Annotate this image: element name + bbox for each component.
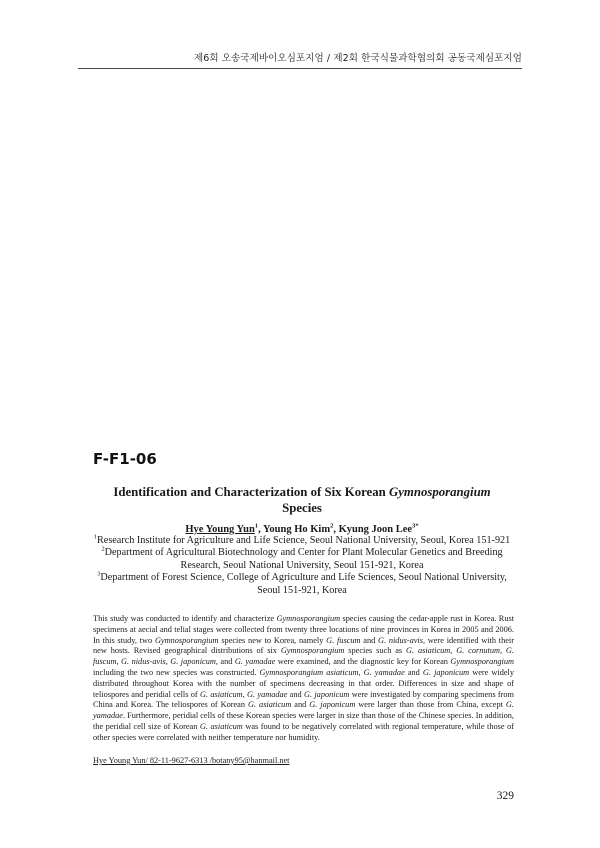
abstract-text-run: This study was conducted to identify and characterize xyxy=(93,614,277,623)
abstract-text-run: and xyxy=(360,635,379,645)
abstract-italic-term: G. nidus-avis xyxy=(378,635,423,645)
abstract-italic-term: G. yamadae xyxy=(93,700,514,721)
title-text: Identification and Characterization of Six Korean xyxy=(113,485,389,499)
abstract-italic-term: G. japonicum xyxy=(303,689,350,699)
abstract-italic-term: G. asiaticum xyxy=(248,700,292,710)
page-number: 329 xyxy=(496,790,514,802)
contact-line: Hye Young Yun/ 82-11-9627-6313 /botany95@hanmail.net xyxy=(93,756,290,765)
affiliation-text: Department of Agricultural Biotechnology and Center for Plant Molecular Genetics and Breeding Research, Seoul National University, Seoul 151-921, Korea xyxy=(104,547,503,571)
abstract-paragraph xyxy=(93,614,514,744)
abstract-text-run: , were identified with their new hosts. Revised geographical distributions of six xyxy=(93,635,514,656)
affiliation-list xyxy=(93,535,511,597)
abstract-text-run: species such as xyxy=(344,646,407,656)
abstract-italic-term: Gymnosporangium xyxy=(276,614,341,623)
abstract-text-run: species new to Korea, namely xyxy=(218,635,327,645)
abstract-text-run: including the two new species was constructed. xyxy=(93,667,260,677)
paper-title xyxy=(93,484,511,516)
author-sup: 2 xyxy=(330,522,334,530)
abstract-italic-term: G. asiaticum, G. cornutum, G. fuscum, G. nidus-avis, G. japonicum, xyxy=(93,646,514,667)
abstract-italic-term: G. asiaticum xyxy=(199,721,243,731)
affiliation-text: Research Institute for Agriculture and Life Science, Seoul National University, Seoul, Korea 151-921 xyxy=(97,535,511,546)
abstract-text-run: were investigated by comparing specimens from China and Korea. The teliospores of Korean xyxy=(93,689,514,710)
abstract-text-run: species causing the cedar-apple rust in Korea. Rust specimens at aecial and telial stages were collected from twenty three locations of nine provinces in Korea in 2005 and 2006. In this study, two xyxy=(93,614,514,645)
author-sup: 1 xyxy=(254,522,259,530)
abstract-italic-term: Gymnosporangium xyxy=(450,657,514,667)
author-separator: , xyxy=(258,524,263,535)
abstract-italic-term: G. yamadae xyxy=(234,657,276,667)
abstract-italic-term: Gymnosporangium xyxy=(280,646,345,656)
abstract-italic-term: G. japonicum xyxy=(309,700,356,710)
abstract-text-run: were widely distributed throughout Korea with the number of specimens decreasing in that order. Differences in size and shape of teliospores and peridial cells of xyxy=(93,667,514,699)
abstract-code: F-F1-06 xyxy=(93,450,157,468)
abstract-italic-term: Gymnosporangium asiaticum, G. yamadae xyxy=(259,667,405,677)
abstract-text-run: and xyxy=(404,667,423,677)
title-text-end: Species xyxy=(282,501,322,515)
author-separator: , xyxy=(333,524,339,535)
abstract-body xyxy=(93,614,514,744)
abstract-italic-term: G. asiaticum, G. yamadae xyxy=(199,689,288,699)
affiliation-sup: 2 xyxy=(101,546,105,554)
abstract-italic-term: Gymnosporangium xyxy=(154,635,219,645)
abstract-text-run: was found to be negatively correlated with regional temperature, while those of other species were correlated with neither temperature nor humidity. xyxy=(93,721,515,742)
affiliation-text: Department of Forest Science, College of Agriculture and Life Sciences, Seoul National University, Seoul 151-921, Korea xyxy=(100,572,507,596)
abstract-italic-term: G. fuscum xyxy=(326,635,361,645)
abstract-text-run: were examined, and the diagnostic key for Korean xyxy=(275,657,451,667)
affiliation xyxy=(93,547,511,572)
affiliation-sup: 3 xyxy=(97,570,101,578)
affiliation xyxy=(93,572,511,597)
abstract-text-run: . Furthermore, peridial cells of these Korean species were larger in size than those of the Chinese species. In addition, the peridial cell size of Korean xyxy=(93,711,514,731)
running-header: 제6회 오송국제바이오심포지엄 / 제2회 한국식물과학협의회 공동국제심포지엄 xyxy=(193,53,522,64)
author-name: Hye Young Yun xyxy=(185,524,255,535)
affiliation xyxy=(93,535,511,547)
abstract-text-run: were larger than those from China, except xyxy=(355,700,506,710)
author-name: Kyung Joon Lee xyxy=(338,524,413,535)
abstract-text-run: and xyxy=(291,700,310,710)
title-genus: Gymnosporangium xyxy=(388,485,491,499)
author-name: Young Ho Kim xyxy=(262,524,331,535)
affiliation-sup: 1 xyxy=(93,533,97,541)
header-rule xyxy=(78,68,522,69)
abstract-text-run: and xyxy=(287,689,304,699)
abstract-italic-term: G. japonicum xyxy=(422,667,470,677)
author-sup: 3* xyxy=(412,522,419,530)
abstract-text-run: and xyxy=(217,657,235,667)
